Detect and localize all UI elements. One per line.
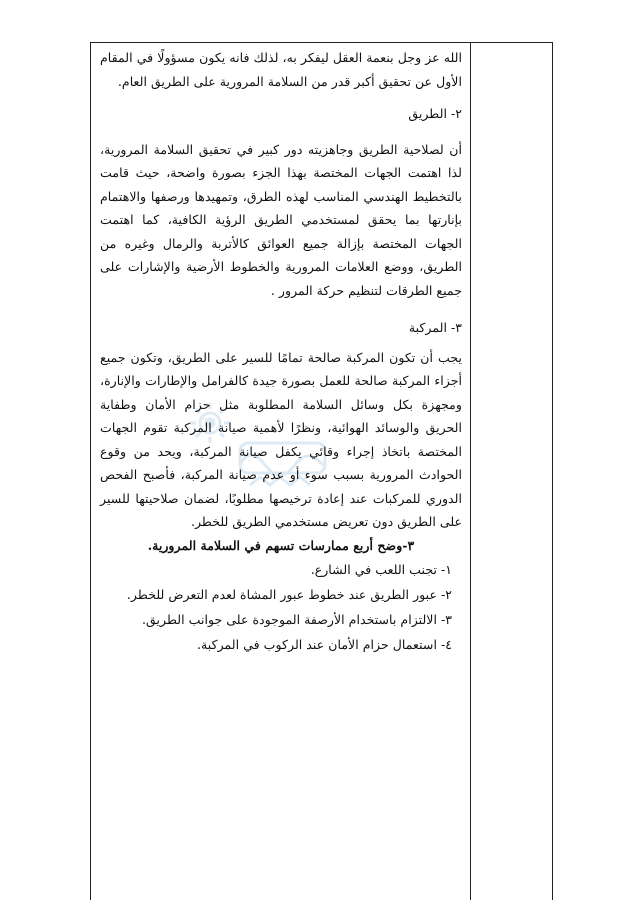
section-road-paragraph: أن لصلاحية الطريق وجاهزيته دور كبير في تحقيق السلامة المرورية، لذا اهتمت الجهات المختصة بهذا الجزء بصورة واضحة، حيث قامت بالتخطيط الهندسي المناسب لهذه الطرق، وتمهيدها ورصفها والاهتمام بإنارتها بما يحقق لمستخدمي الطريق الرؤية الكافية، كما اهتمت الجهات المختصة بإزالة جميع العوائق كالأتربة والرمال وغيره من الطريق، ووضع العلامات المرورية والخطوط الأرضية والإشارات على جميع الطرقات لتنظيم حركة المرور .: [100, 141, 462, 298]
section-vehicle-paragraph: يجب أن تكون المركبة صالحة تمامًا للسير على الطريق، وتكون جميع أجزاء المركبة صالحة للعمل بصورة جيدة كالفرامل والإطارات والإنارة، ومجهزة بكل وسائل السلامة المطلوبة مثل حزام الأمان وطفاية الحريق والوسائد الهوائية، ونظرًا لأهمية صيانة المركبة تقوم الجهات المختصة باتخاذ إجراء وقائي يكفل صيانة المركبة، ويحد من وقوع الحوادث المرورية بسبب سوء أو عدم صيانة المركبة، فأصبح الفحص الدوري للمركبات عند إعادة ترخيصها مطلوبًا، لضمان صلاحيتها للسير على الطريق دون تعريض مستخدمي الطريق للخطر.: [100, 349, 462, 529]
intro-paragraph: الله عز وجل بنعمة العقل ليفكر به، لذلك فانه يكون مسؤولًا في المقام الأول عن تحقيق أكبر قدر من السلامة المرورية على الطريق العام.: [100, 50, 462, 89]
table-column-divider: [470, 42, 471, 900]
list-item: ٢- عبور الطريق عند خطوط عبور المشاة لعدم التعرض للخطر.: [126, 587, 452, 602]
list-item: ١- تجنب اللعب في الشارع.: [310, 562, 452, 577]
list-item: ٤- استعمال حزام الأمان عند الركوب في المركبة.: [197, 637, 452, 652]
list-item: ٣- الالتزام باستخدام الأرصفة الموجودة على جوانب الطريق.: [141, 612, 452, 627]
practices-list: [100, 557, 462, 657]
cell-content: [100, 46, 462, 657]
section-road-heading: ٢- الطريق: [408, 106, 462, 121]
question-heading: ٣-وضح أربع ممارسات تسهم في السلامة المرورية.: [147, 537, 415, 553]
section-vehicle-heading: ٣- المركبة: [408, 320, 462, 335]
